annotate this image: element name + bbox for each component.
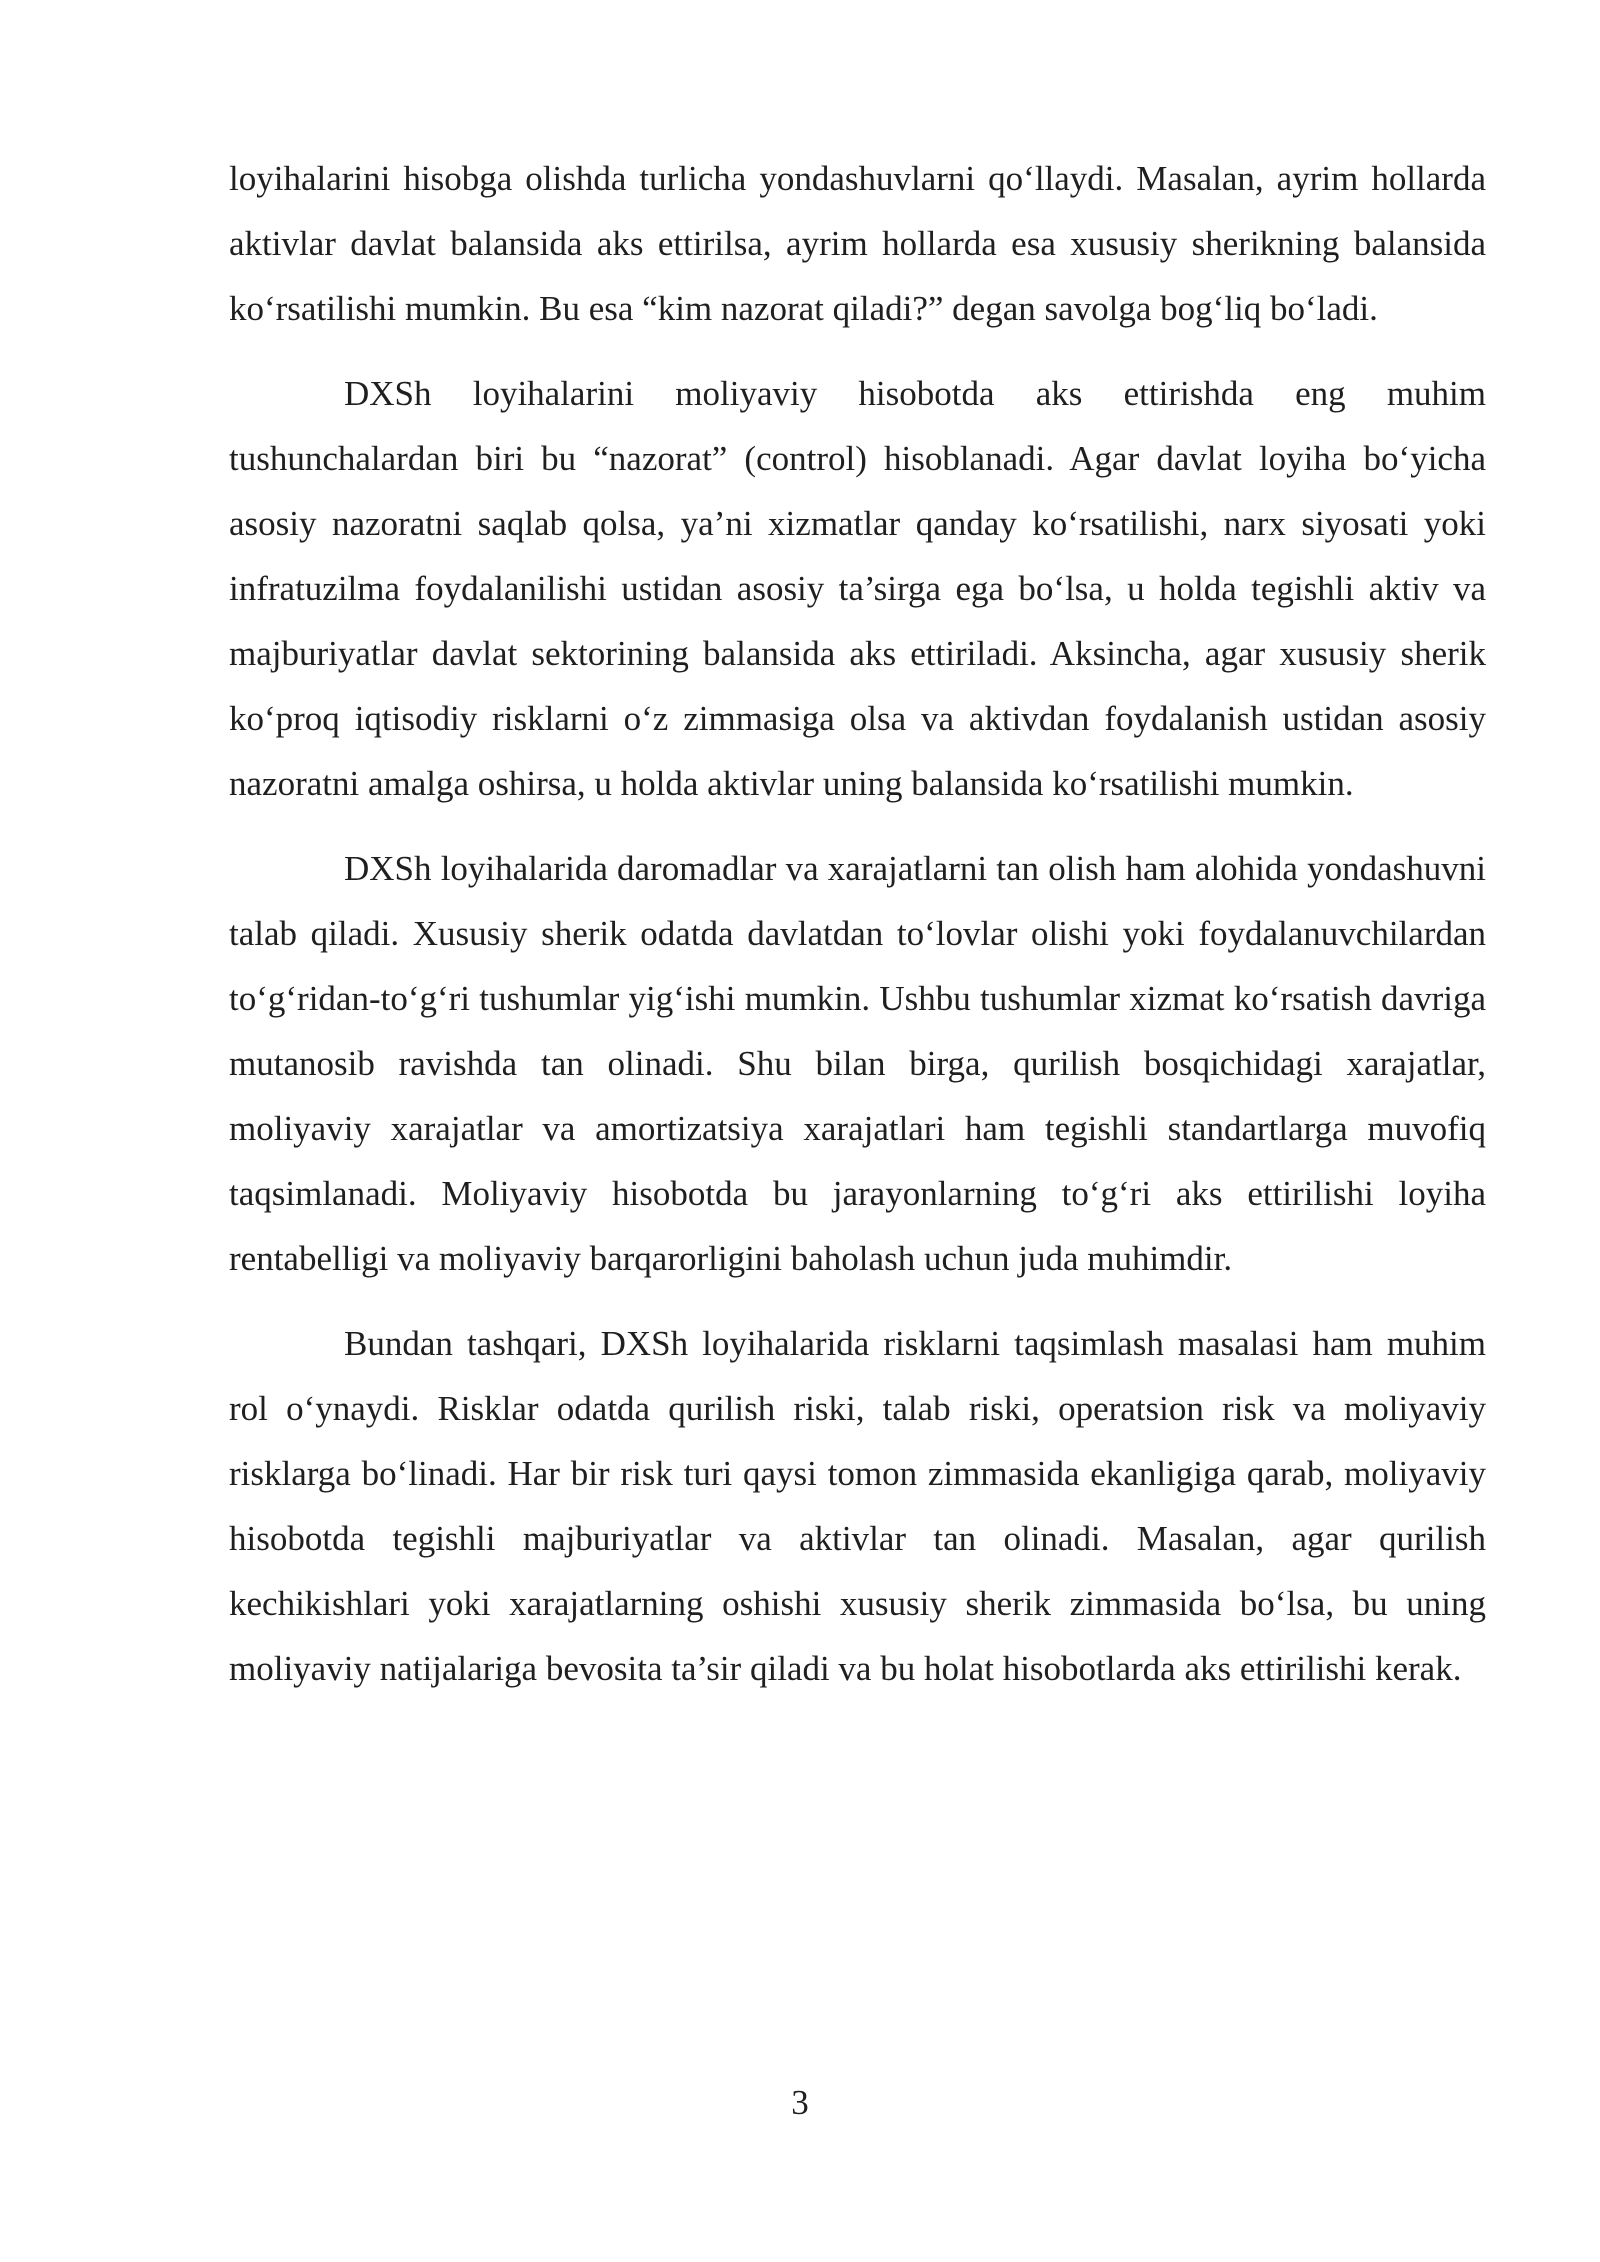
body-text: [229, 146, 1486, 1721]
page-number: 3: [791, 2083, 809, 2122]
paragraph-continuation: loyihalarini hisobga olishda turlicha yondashuvlarni qo‘llaydi. Masalan, ayrim hollarda aktivlar davlat balansida aks ettirilsa, ayrim hollarda esa xususiy sherikning balansida ko‘rsatilishi mumkin. Bu esa “kim nazorat qiladi?” degan savolga bog‘liq bo‘ladi.: [229, 159, 1486, 328]
paragraph-revenue-recognition: DXSh loyihalarida daromadlar va xarajatlarni tan olish ham alohida yondashuvni talab qiladi. Xususiy sherik odatda davlatdan to‘lovlar olishi yoki foydalanuvchilardan to‘g‘ridan-to‘g‘ri tushumlar yig‘ishi mumkin. Ushbu tushumlar xizmat ko‘rsatish davriga mutanosib ravishda tan olinadi. Shu bilan birga, qurilish bosqichidagi xarajatlar, moliyaviy xarajatlar va amortizatsiya xarajatlari ham tegishli standartlarga muvofiq taqsimlanadi. Moliyaviy hisobotda bu jarayonlarning to‘g‘ri aks ettirilishi loyiha rentabelligi va moliyaviy barqarorligini baholash uchun juda muhimdir.: [229, 849, 1486, 1278]
paragraph-control: DXSh loyihalarini moliyaviy hisobotda aks ettirishda eng muhim tushunchalardan biri bu “nazorat” (control) hisoblanadi. Agar davlat loyiha bo‘yicha asosiy nazoratni saqlab qolsa, ya’ni xizmatlar qanday ko‘rsatilishi, narx siyosati yoki infratuzilma foydalanilishi ustidan asosiy ta’sirga ega bo‘lsa, u holda tegishli aktiv va majburiyatlar davlat sektorining balansida aks ettiriladi. Aksincha, agar xususiy sherik ko‘proq iqtisodiy risklarni o‘z zimmasiga olsa va aktivdan foydalanish ustidan asosiy nazoratni amalga oshirsa, u holda aktivlar uning balansida ko‘rsatilishi mumkin.: [229, 374, 1486, 803]
paragraph-risk-allocation: Bundan tashqari, DXSh loyihalarida risklarni taqsimlash masalasi ham muhim rol o‘ynaydi. Risklar odatda qurilish riski, talab riski, operatsion risk va moliyaviy risklarga bo‘linadi. Har bir risk turi qaysi tomon zimmasida ekanligiga qarab, moliyaviy hisobotda tegishli majburiyatlar va aktivlar tan olinadi. Masalan, agar qurilish kechikishlari yoki xarajatlarning oshishi xususiy sherik zimmasida bo‘lsa, bu uning moliyaviy natijalariga bevosita ta’sir qiladi va bu holat hisobotlarda aks ettirilishi kerak.: [229, 1324, 1486, 1688]
